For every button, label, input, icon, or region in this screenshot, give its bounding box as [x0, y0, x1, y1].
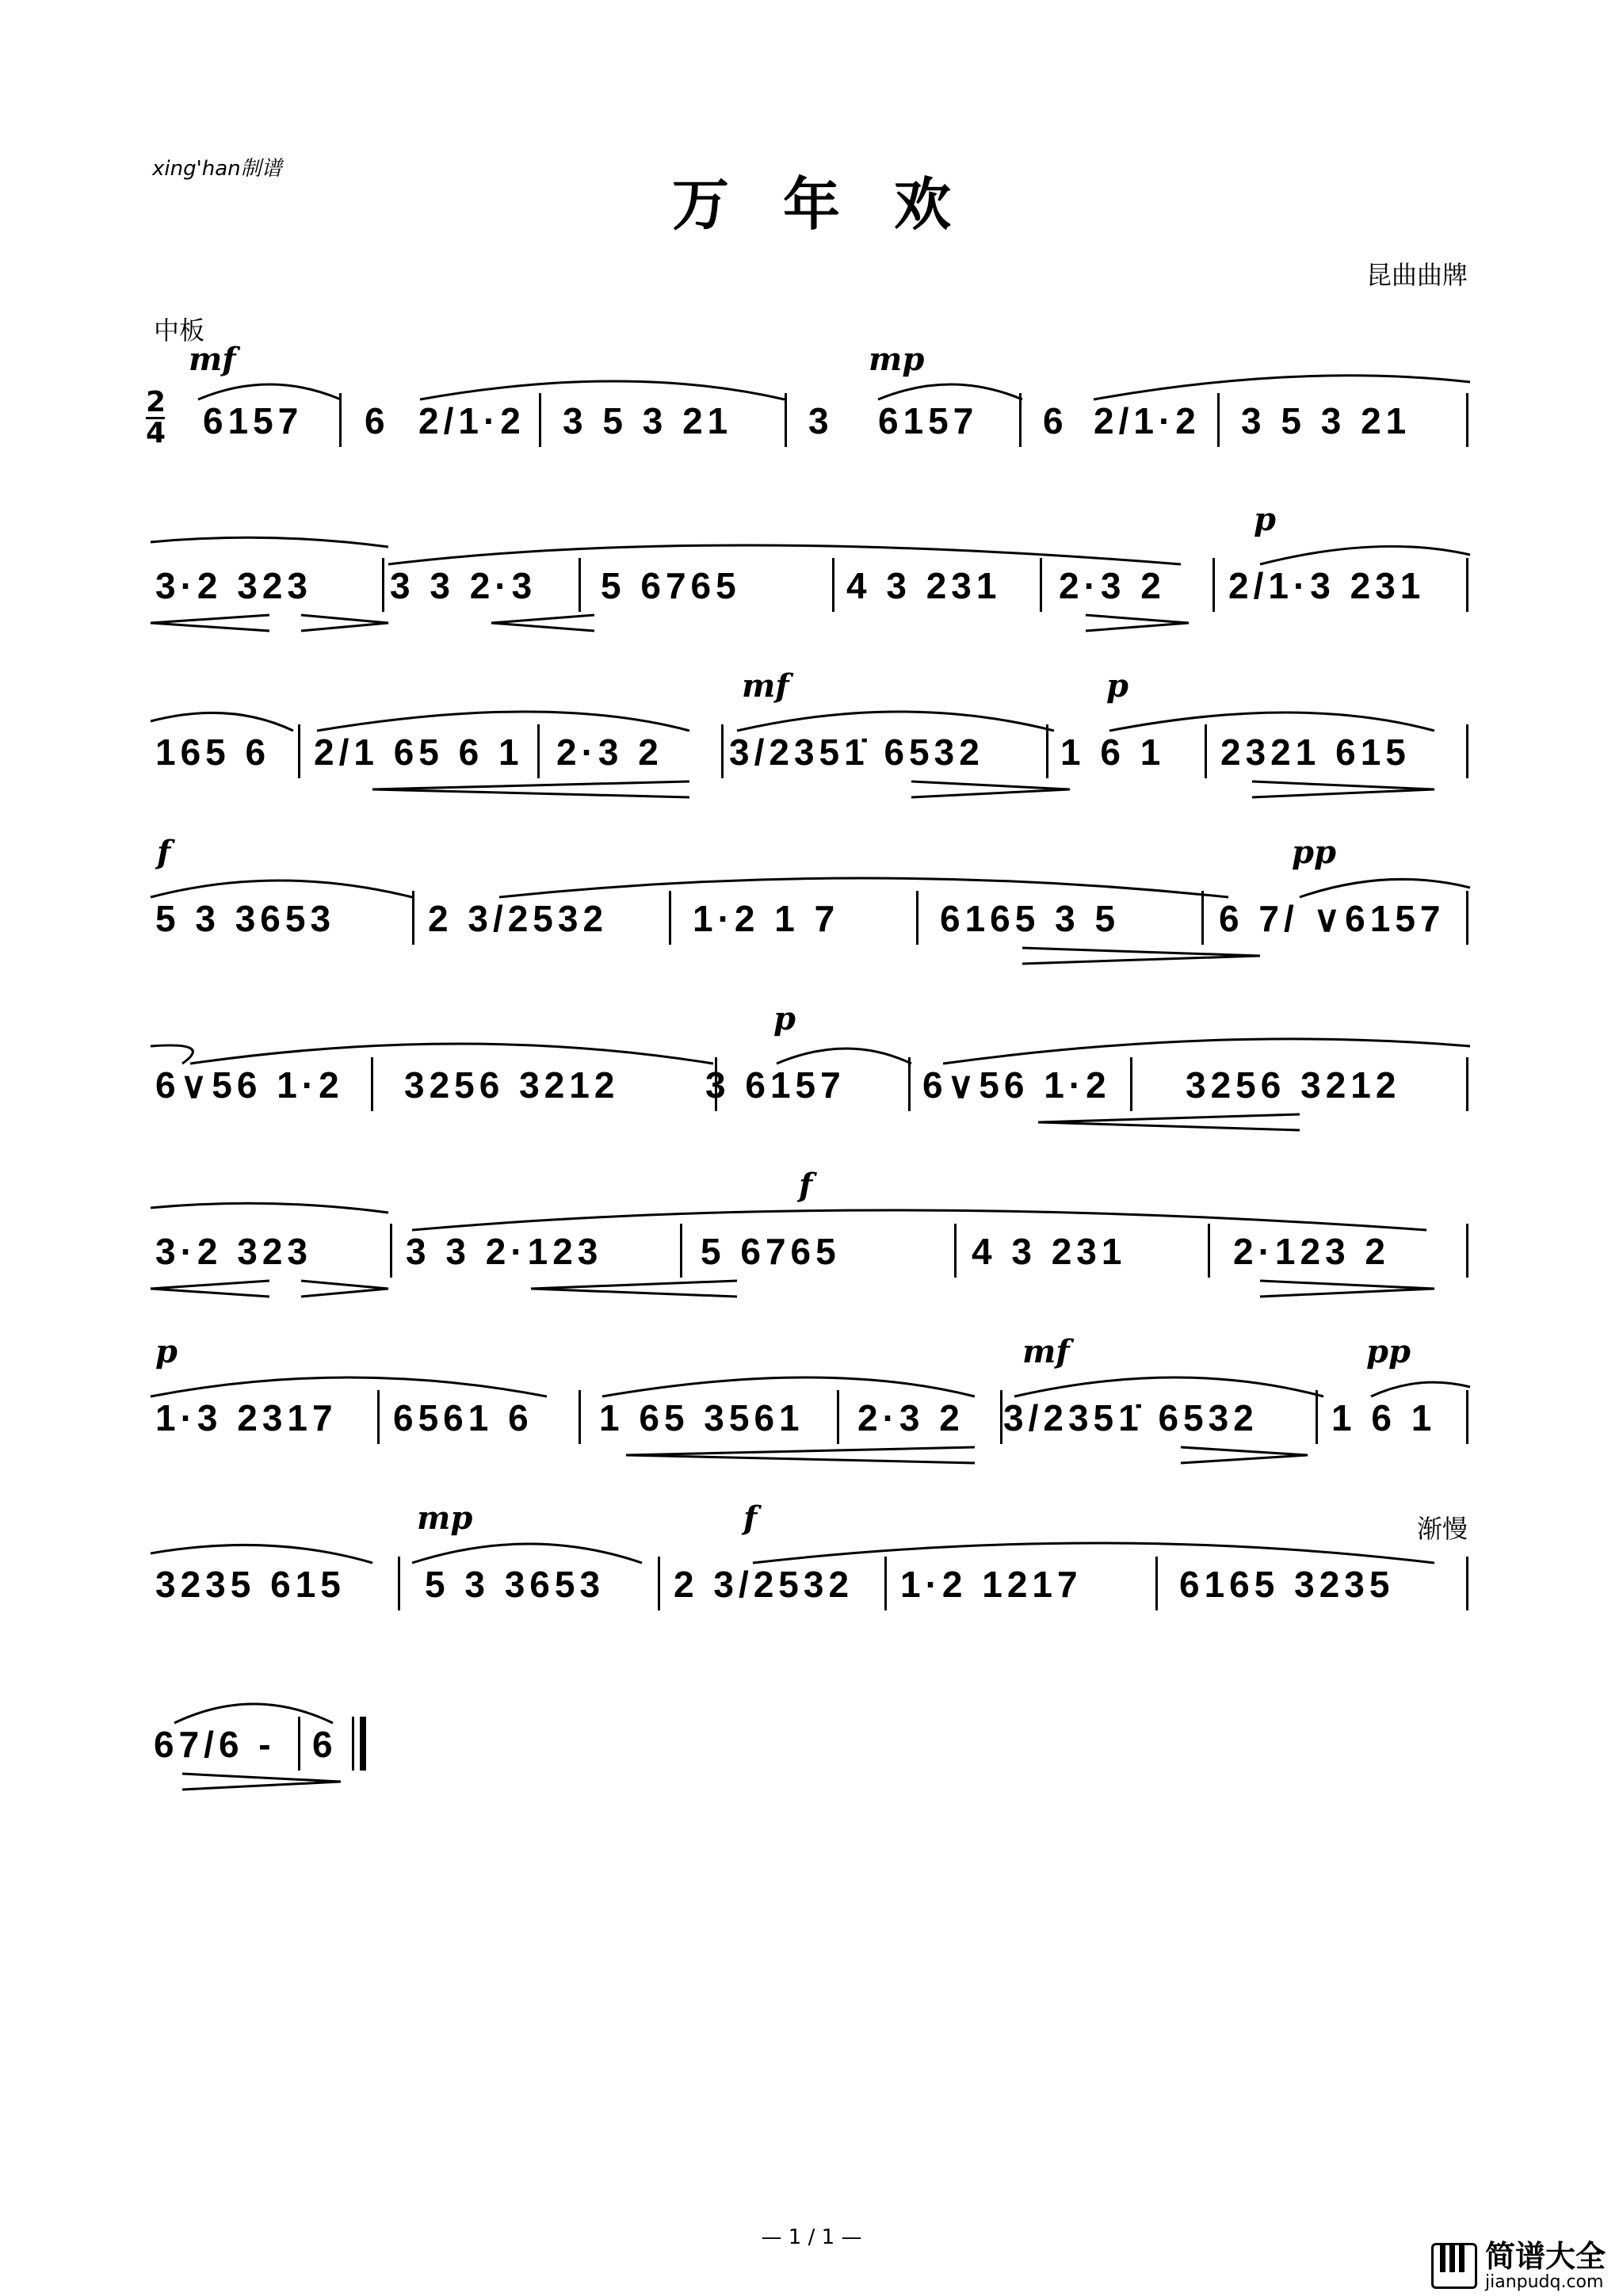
slurs-and-hairpins [151, 1018, 1470, 1176]
dynamic-mark: mp [417, 1499, 473, 1537]
measure: 1·2 1 7 [693, 898, 840, 939]
measure: 3 3 2·123 [406, 1231, 603, 1272]
measure: 6157 [203, 400, 304, 441]
dynamic-mark: f [157, 834, 171, 871]
dynamic-mark: mp [869, 341, 925, 378]
measure: 3235 615 [155, 1564, 346, 1605]
measure: 2/1 65 6 1 [314, 732, 524, 773]
watermark-site: jianpudq.com [1484, 2271, 1604, 2292]
score-line-5 [151, 1000, 1470, 1122]
measure: 3/2351̇ 6532 [729, 732, 984, 773]
measure: 3 3 2·3 [390, 565, 537, 606]
watermark-name: 简谱大全 [1484, 2239, 1606, 2274]
dynamic-mark: p [1254, 501, 1276, 538]
dynamic-mark: mf [742, 667, 789, 705]
dynamic-mark: mf [189, 341, 236, 378]
ritardando-marking: 渐慢 [1416, 1514, 1468, 1544]
measure: 67/6 - [154, 1724, 276, 1765]
measure: 3·2 323 [155, 565, 313, 606]
score-line-4 [151, 834, 1470, 956]
score-line-7 [151, 1333, 1470, 1455]
measure: 4 3 231 [846, 565, 1002, 606]
dynamic-mark: p [773, 1000, 796, 1037]
dynamic-mark: mf [1022, 1333, 1070, 1370]
dynamic-mark: p [1106, 667, 1128, 705]
measure: 1 65 3561 [599, 1397, 804, 1438]
measure: 2 3/2532 [428, 898, 609, 939]
slurs-and-hairpins [151, 1350, 1470, 1509]
measure: 1·2 1217 [900, 1564, 1083, 1605]
measure: 2/1·3 231 [1228, 565, 1426, 606]
measure: 3 5 3 21 [563, 400, 733, 441]
slurs-and-hairpins [151, 685, 1470, 843]
score-line-9 [151, 1709, 1470, 1782]
dynamic-mark: pp [1292, 834, 1336, 871]
dynamic-mark: pp [1366, 1333, 1411, 1370]
measure: 2·3 2 [556, 732, 663, 773]
site-watermark [1431, 2241, 1606, 2291]
slurs-and-hairpins [151, 518, 1470, 677]
measure: 1 6 1 [1060, 732, 1166, 773]
title-char: 欢 [894, 170, 952, 238]
measure: 2·3 2 [857, 1397, 964, 1438]
measure: 5 3 3653 [425, 1564, 605, 1605]
page-number: — 1 / 1 — [761, 2225, 862, 2249]
measure: 6165 3 5 [940, 898, 1121, 939]
genre-label: 昆曲曲牌 [1365, 260, 1468, 290]
slurs-and-hairpins [151, 1184, 1470, 1343]
score-line-2 [151, 501, 1470, 623]
measure: 3 6157 [705, 1064, 846, 1106]
time-signature-bottom: 4 [146, 417, 166, 449]
measure: 2/1·2 [1094, 400, 1201, 441]
measure: 3 [808, 400, 834, 441]
title-char: 年 [782, 170, 840, 238]
slurs-and-hairpins [151, 1677, 468, 1836]
measure: 6∨56 1·2 [155, 1064, 344, 1106]
measure: 1·3 2317 [155, 1397, 338, 1438]
measure: 3·2 323 [155, 1231, 313, 1272]
score-line-1 [146, 341, 1470, 458]
slurs-and-hairpins [151, 851, 1470, 1010]
measure: 2·123 2 [1233, 1231, 1391, 1272]
time-signature-top: 2 [146, 386, 166, 418]
measure: 3/2351̇ 6532 [1003, 1397, 1258, 1438]
measure: 3256 3212 [1186, 1064, 1401, 1106]
measure: 4 3 231 [972, 1231, 1127, 1272]
tempo-marking: 中板 [154, 315, 205, 346]
slurs [151, 1517, 1470, 1675]
measure: 1 6 1 [1331, 1397, 1437, 1438]
score-line-3 [151, 667, 1470, 789]
measure: 3256 3212 [404, 1064, 620, 1106]
title-char: 万 [671, 170, 729, 238]
measure: 2 3/2532 [674, 1564, 854, 1605]
measure: 5 6765 [601, 565, 741, 606]
measure: 6∨56 1·2 [922, 1064, 1111, 1106]
measure: 6 7/ ∨6157 [1219, 898, 1445, 939]
arranger-credit: xing'han制谱 [152, 157, 282, 181]
score-line-6 [151, 1167, 1470, 1289]
measure: 2·3 2 [1059, 565, 1166, 606]
measure: 6 [365, 400, 390, 441]
dynamic-mark: f [799, 1167, 813, 1204]
dynamic-mark: f [743, 1499, 758, 1537]
measure: 5 6765 [701, 1231, 841, 1272]
measure: 6157 [878, 400, 979, 441]
measure: 3 5 3 21 [1241, 400, 1411, 441]
measure: 165 6 [155, 732, 271, 773]
dynamic-mark: p [155, 1333, 178, 1370]
measure: 6 [1043, 400, 1068, 441]
measure: 2/1·2 [418, 400, 525, 441]
slurs [151, 353, 1470, 480]
measure: 5 3 3653 [155, 898, 336, 939]
measure: 6 [312, 1724, 338, 1765]
page-title [0, 159, 1623, 241]
measure: 2321 615 [1220, 732, 1411, 773]
measure: 6165 3235 [1179, 1564, 1395, 1605]
piano-keys-icon [1431, 2243, 1477, 2289]
measure: 6561 6 [393, 1397, 533, 1438]
